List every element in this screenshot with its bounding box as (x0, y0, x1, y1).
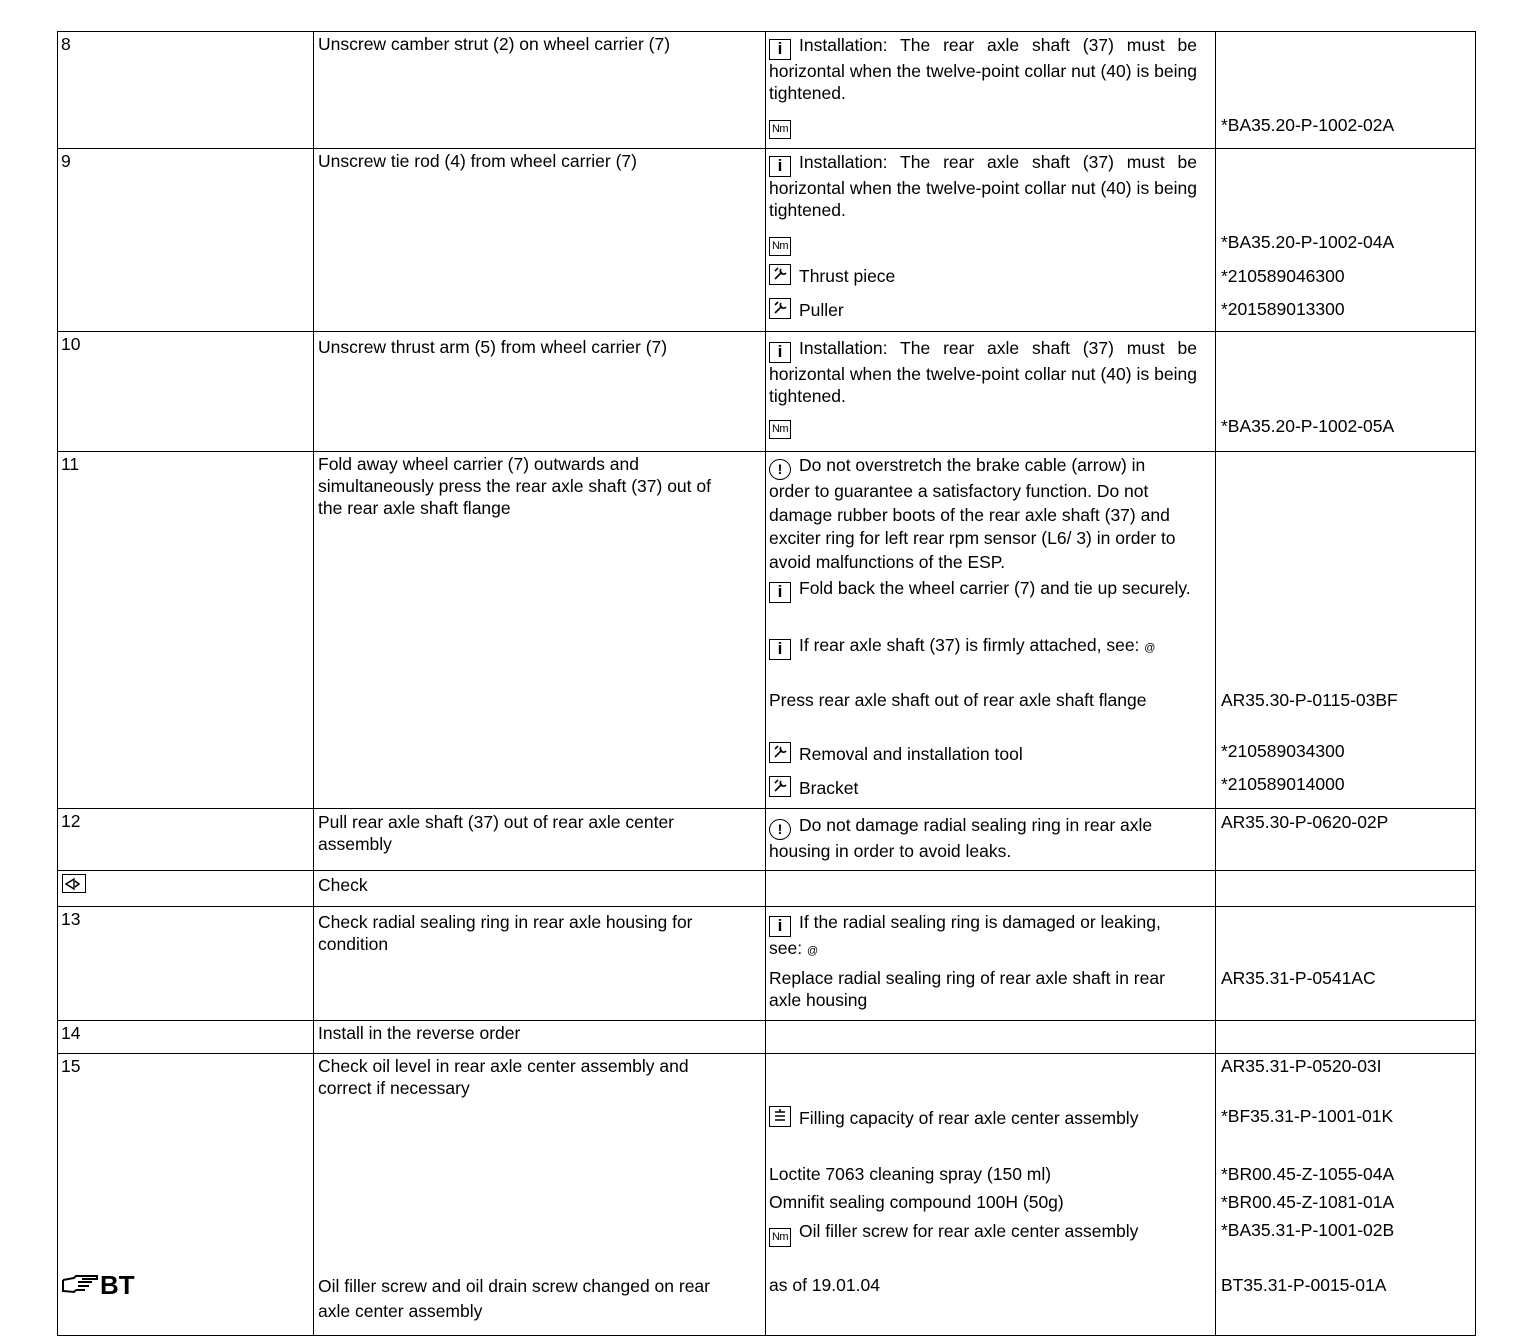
step-number: 8 (61, 34, 71, 54)
tool-reference: *210589046300 (1221, 266, 1345, 286)
step-number: 11 (61, 454, 80, 474)
tool-name: Removal and installation tool (799, 744, 1023, 764)
caution-icon: ! (769, 819, 791, 840)
torque-reference: *BA35.20-P-1002-05A (1221, 416, 1395, 436)
info-icon: i (769, 342, 791, 363)
step-number: 13 (61, 909, 81, 929)
material-reference: *BR00.45-Z-1081-01A (1221, 1192, 1395, 1212)
filling-capacity-icon (769, 1106, 791, 1127)
bt-reference[interactable]: BT35.31-P-0015-01A (1221, 1275, 1387, 1295)
filling-capacity-text: Filling capacity of rear axle center assembly (799, 1108, 1139, 1128)
table-row (58, 452, 1476, 809)
check-label: Check (318, 875, 368, 895)
table-row (58, 149, 1476, 332)
torque-nm-icon: Nm (769, 120, 791, 139)
action-text: Unscrew camber strut (2) on wheel carrier (7) (318, 34, 671, 54)
table-row (58, 32, 1476, 149)
info-note: If the radial sealing ring is damaged or leaking, see: (769, 912, 1161, 958)
info-icon: i (769, 916, 791, 937)
tool-reference: *210589014000 (1221, 774, 1345, 794)
check-icon (62, 874, 86, 893)
tool-reference: *201589013300 (1221, 299, 1345, 319)
step-number: 12 (61, 811, 81, 831)
step-number: 10 (61, 334, 81, 354)
special-tool-icon (769, 742, 791, 763)
action-text: Fold away wheel carrier (7) outwards and simultaneously press the rear axle shaft (37) out of the rear axle shaft flange (318, 454, 711, 518)
installation-note: Installation: The rear axle shaft (37) must be horizontal when the twelve-point collar nut (40) is being tightened. (769, 338, 1197, 406)
info-note: Fold back the wheel carrier (7) and tie up securely. (799, 578, 1191, 598)
oil-screw-text: Oil filler screw for rear axle center assembly (799, 1221, 1139, 1241)
caution-note: Do not damage radial sealing ring in rear axle housing in order to avoid leaks. (769, 815, 1153, 861)
torque-nm-icon: Nm (769, 1228, 791, 1247)
info-note: If rear axle shaft (37) is firmly attached, see: (799, 635, 1140, 655)
torque-nm-icon: Nm (769, 237, 791, 256)
procedure-reference[interactable]: AR35.31-P-0520-03I (1221, 1056, 1382, 1076)
special-tool-icon (769, 776, 791, 797)
table-row (58, 871, 1476, 907)
see-link-symbol[interactable]: @ (806, 945, 819, 957)
procedure-reference[interactable]: AR35.31-P-0541AC (1221, 968, 1376, 988)
torque-nm-icon: Nm (769, 420, 791, 439)
action-text: Check radial sealing ring in rear axle housing for condition (318, 912, 693, 954)
action-text: Install in the reverse order (318, 1023, 521, 1043)
action-text: Check oil level in rear axle center assembly and correct if necessary (318, 1056, 689, 1098)
installation-note: Installation: The rear axle shaft (37) must be horizontal when the twelve-point collar nut (40) is being tightened. (769, 35, 1197, 103)
replace-text: Replace radial sealing ring of rear axle shaft in rear axle housing (769, 968, 1165, 1010)
tool-name: Thrust piece (799, 266, 896, 286)
step-number: 15 (61, 1056, 81, 1076)
table-row (58, 907, 1476, 1021)
action-text: Unscrew thrust arm (5) from wheel carrier (7) (318, 337, 668, 357)
info-icon: i (769, 639, 791, 660)
info-icon: i (769, 156, 791, 177)
installation-note: Installation: The rear axle shaft (37) must be horizontal when the twelve-point collar nut (40) is being tightened. (769, 152, 1197, 220)
procedure-reference[interactable]: AR35.30-P-0115-03BF (1221, 690, 1398, 710)
table-row (58, 809, 1476, 871)
step-number: 14 (61, 1023, 81, 1043)
caution-icon: ! (769, 459, 791, 480)
material-reference: *BR00.45-Z-1055-04A (1221, 1164, 1395, 1184)
material-text: Loctite 7063 cleaning spray (150 ml) (769, 1164, 1052, 1184)
bt-label: BT (100, 1270, 135, 1300)
special-tool-icon (769, 298, 791, 319)
press-text: Press rear axle shaft out of rear axle shaft flange (769, 690, 1147, 710)
filling-reference: *BF35.31-P-1001-01K (1221, 1106, 1394, 1126)
procedure-reference[interactable]: AR35.30-P-0620-02P (1221, 812, 1389, 832)
table-row (58, 1054, 1476, 1336)
procedure-table (57, 31, 1476, 1336)
step-number: 9 (61, 151, 71, 171)
see-link-symbol[interactable]: @ (1144, 642, 1156, 654)
bt-date: as of 19.01.04 (769, 1275, 880, 1295)
tool-name: Bracket (799, 778, 859, 798)
caution-note: Do not overstretch the brake cable (arrow) in order to guarantee a satisfactory function. Do not damage rubber boots of the rear axle shaft (37) and exciter ring for left rear rpm sensor (L6/ 3) in order to avoid malfunctions of the ESP. (769, 455, 1176, 572)
info-icon: i (769, 582, 791, 603)
table-row (58, 1021, 1476, 1054)
action-text: Pull rear axle shaft (37) out of rear axle center assembly (318, 812, 675, 854)
material-text: Omnifit sealing compound 100H (50g) (769, 1192, 1064, 1212)
table-row (58, 332, 1476, 452)
tool-name: Puller (799, 300, 844, 320)
info-icon: i (769, 39, 791, 60)
special-tool-icon (769, 264, 791, 285)
torque-reference: *BA35.20-P-1002-02A (1221, 115, 1395, 135)
torque-reference: *BA35.31-P-1001-02B (1221, 1220, 1395, 1240)
bt-text: Oil filler screw and oil drain screw changed on rear axle center assembly (318, 1276, 710, 1321)
pointing-hand-icon (62, 1274, 100, 1296)
torque-reference: *BA35.20-P-1002-04A (1221, 232, 1395, 252)
tool-reference: *210589034300 (1221, 741, 1345, 761)
action-text: Unscrew tie rod (4) from wheel carrier (7) (318, 151, 637, 171)
